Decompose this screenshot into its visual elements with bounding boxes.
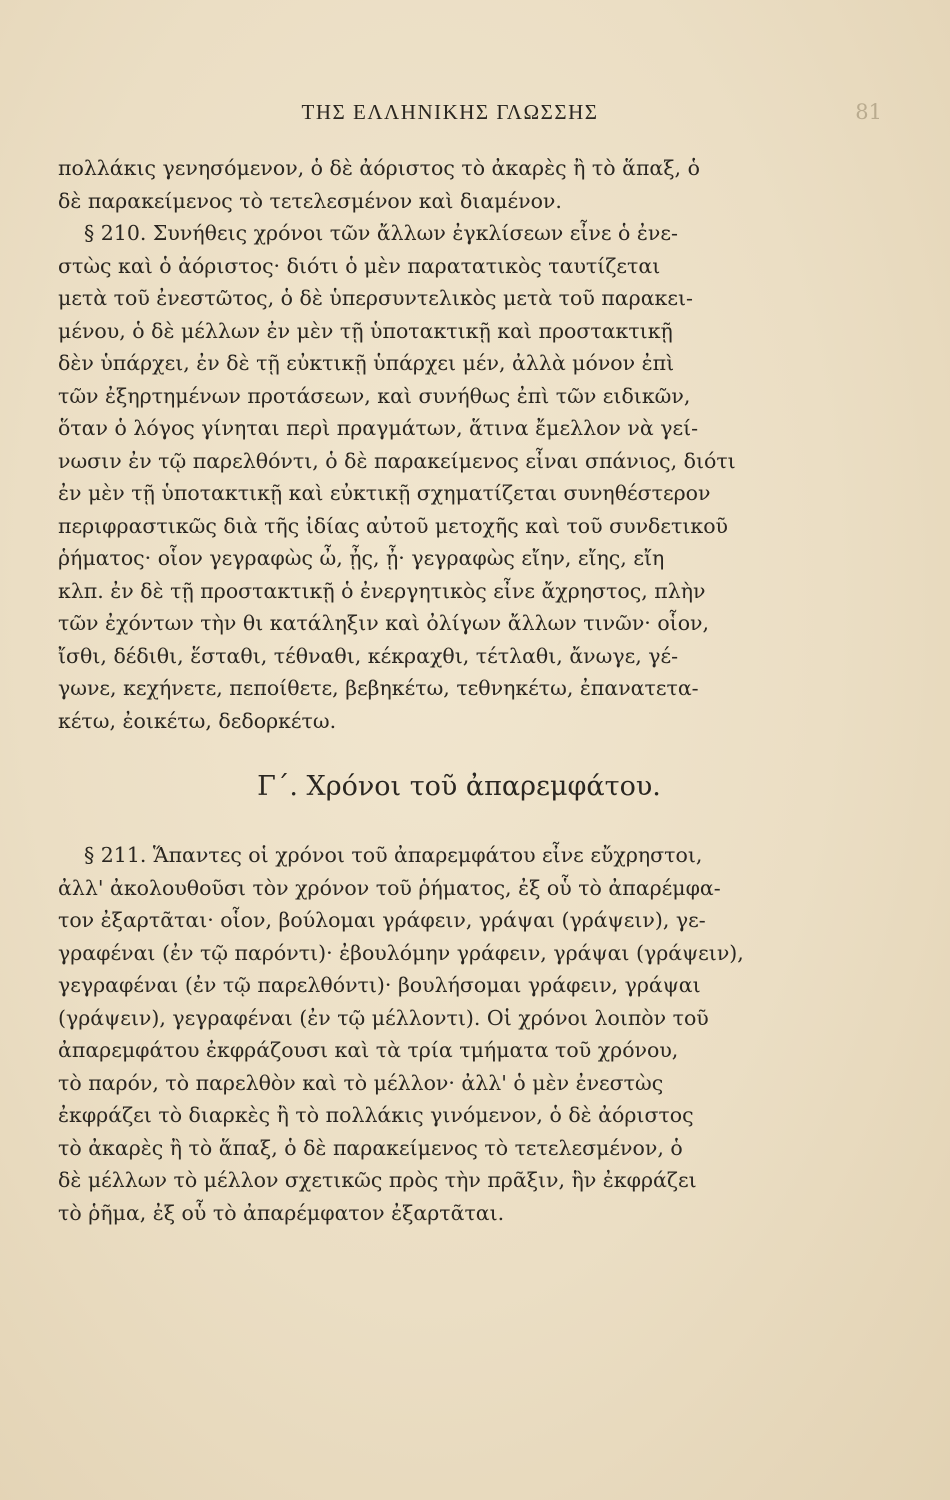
section-heading: Γ΄. Χρόνοι τοῦ ἀπαρεμφάτου. [257,771,661,802]
text-line: ὅταν ὁ λόγος γίνηται περὶ πραγμάτων, ἅτινα ἔμελλον νὰ γεί- [58,416,699,440]
text-line: μετὰ τοῦ ἐνεστῶτος, ὁ δὲ ὑπερσυντελικὸς μετὰ τοῦ παρακει- [58,286,693,310]
page-header [0,100,950,140]
text-line: κέτω, ἐοικέτω, δεδορκέτω. [58,708,337,733]
text-line: § 211. Ἅπαντες οἱ χρόνοι τοῦ ἀπαρεμφάτου εἶνε εὔχρηστοι, [84,843,703,867]
text-line: πολλάκις γενησόμενον, ὁ δὲ ἀόριστος τὸ ἀκαρὲς ἢ τὸ ἅπαξ, ὁ [58,156,700,180]
text-line: περιφραστικῶς διὰ τῆς ἰδίας αὐτοῦ μετοχῆς καὶ τοῦ συνδετικοῦ [58,513,728,538]
text-line: τὸ ῥῆμα, ἐξ οὗ τὸ ἀπαρέμφατον ἐξαρτᾶται. [58,1200,505,1225]
text-line: (γράψειν), γεγραφέναι (ἐν τῷ μέλλοντι). Οἱ χρόνοι λοιπὸν τοῦ [58,1005,709,1030]
text-line: τὸ παρόν, τὸ παρελθὸν καὶ τὸ μέλλον· ἀλλ' ὁ μὲν ἐνεστὼς [58,1070,664,1095]
text-line: γεγραφέναι (ἐν τῷ παρελθόντι)· βουλήσομαι γράφειν, γράψαι [58,973,701,997]
text-line: στὼς καὶ ὁ ἀόριστος· διότι ὁ μὲν παρατατικὸς ταυτίζεται [58,253,661,278]
text-line: τὸ ἀκαρὲς ἢ τὸ ἅπαξ, ὁ δὲ παρακείμενος τὸ τετελεσμένον, ὁ [58,1135,683,1160]
text-line: ῥήματος· οἷον γεγραφὼς ὦ, ᾖς, ᾖ· γεγραφὼς εἴην, εἴης, εἴη [58,546,665,570]
running-head: ΤΗΣ ΕΛΛΗΝΙΚΗΣ ΓΛΩΣΣΗΣ [301,100,599,124]
text-line: κλπ. ἐν δὲ τῇ προστακτικῇ ὁ ἐνεργητικὸς εἶνε ἄχρηστος, πλὴν [58,578,706,603]
text-line: δὲν ὑπάρχει, ἐν δὲ τῇ εὐκτικῇ ὑπάρχει μέν, ἀλλὰ μόνον ἐπὶ [58,351,675,375]
text-line: γωνε, κεχήνετε, πεποίθετε, βεβηκέτω, τεθνηκέτω, ἐπανατετα- [58,676,699,700]
text-line: τῶν ἐχόντων τὴν θι κατάληξιν καὶ ὀλίγων ἄλλων τινῶν· οἷον, [58,611,710,635]
text-line: γραφέναι (ἐν τῷ παρόντι)· ἐβουλόμην γράφειν, γράψαι (γράψειν), [58,940,744,965]
text-line: τῶν ἐξηρτημένων προτάσεων, καὶ συνήθως ἐπὶ τῶν ειδικῶν, [58,383,691,408]
page-number: 81 [855,100,882,124]
text-line: ἐν μὲν τῇ ὑποτακτικῇ καὶ εὐκτικῇ σχηματίζεται συνηθέστερον [58,481,711,505]
text-line: νωσιν ἐν τῷ παρελθόντι, ὁ δὲ παρακείμενος εἶναι σπάνιος, διότι [58,448,736,473]
text-line: μένου, ὁ δὲ μέλλων ἐν μὲν τῇ ὑποτακτικῇ καὶ προστακτικῇ [58,318,673,343]
text-line: ἴσθι, δέδιθι, ἕσταθι, τέθναθι, κέκραχθι, τέτλαθι, ἄνωγε, γέ- [58,643,679,668]
body-text [58,152,890,1229]
text-line: δὲ παρακείμενος τὸ τετελεσμένον καὶ διαμένον. [58,188,562,213]
text-line: δὲ μέλλων τὸ μέλλον σχετικῶς πρὸς τὴν πρᾶξιν, ἣν ἐκφράζει [58,1168,697,1192]
text-line: ἐκφράζει τὸ διαρκὲς ἢ τὸ πολλάκις γινόμενον, ὁ δὲ ἀόριστος [58,1103,694,1127]
paragraph-210 [58,152,890,737]
text-line: ἀλλ' ἀκολουθοῦσι τὸν χρόνον τοῦ ῥήματος, ἐξ οὗ τὸ ἀπαρέμφα- [58,875,721,900]
paragraph-211 [58,839,890,1229]
text-line: ἀπαρεμφάτου ἐκφράζουσι καὶ τὰ τρία τμήματα τοῦ χρόνου, [58,1038,679,1062]
text-line: § 210. Συνήθεις χρόνοι τῶν ἄλλων ἐγκλίσεων εἶνε ὁ ἐνε- [84,221,678,245]
text-line: τον ἐξαρτᾶται· οἷον, βούλομαι γράφειν, γράψαι (γράψειν), γε- [58,908,706,932]
